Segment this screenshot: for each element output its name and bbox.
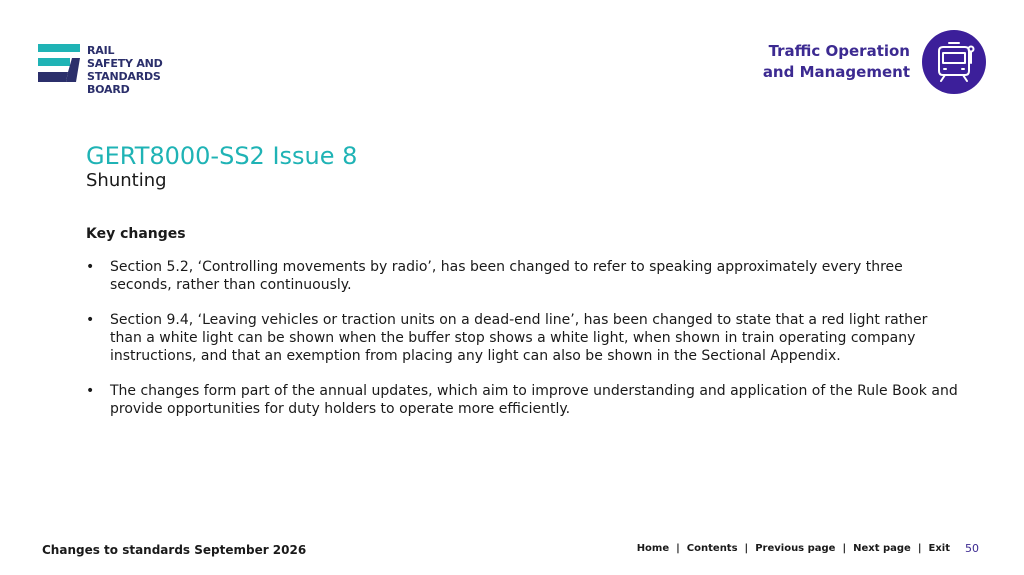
logo-line: SAFETY AND — [87, 57, 163, 70]
rssb-logo-text — [87, 44, 163, 96]
list-item — [86, 311, 958, 365]
train-front-icon — [922, 30, 986, 94]
topic-line-2: and Management — [762, 63, 910, 81]
footer-doc-title: Changes to standards September 2026 — [42, 543, 307, 557]
nav-home-link[interactable]: Home — [636, 543, 670, 554]
bullet-icon: • — [86, 312, 95, 328]
nav-separator: | — [676, 543, 680, 554]
page-number: 50 — [965, 542, 979, 555]
list-item — [86, 382, 958, 418]
rssb-logo — [38, 44, 163, 96]
nav-next-page-link[interactable]: Next page — [853, 543, 911, 554]
list-item-text: The changes form part of the annual updates, which aim to improve understanding and application of the Rule Book and provide opportunities for duty holders to operate more efficiently. — [110, 383, 958, 417]
nav-separator: | — [744, 543, 749, 554]
nav-separator: | — [842, 543, 847, 554]
page-subtitle: Shunting — [86, 170, 167, 191]
key-changes-section — [86, 226, 958, 435]
logo-line: RAIL — [87, 44, 115, 57]
topic-badge-text — [763, 41, 910, 83]
list-item — [86, 258, 958, 294]
key-changes-list — [86, 258, 958, 418]
rssb-logo-mark-icon — [38, 44, 80, 84]
list-item-text: Section 9.4, ‘Leaving vehicles or traction units on a dead-end line’, has been changed to state that a red light rather than a white light can be shown when the buffer stop shows a white light, when shown in train operating company instructions, and that an exemption from placing any light can also be shown in the Sectional Appendix. — [110, 312, 928, 364]
footer-navigation — [637, 543, 950, 554]
page-title: GERT8000-SS2 Issue 8 — [86, 142, 358, 170]
list-item-text: Section 5.2, ‘Controlling movements by radio’, has been changed to refer to speaking approximately every three seconds, rather than continuously. — [110, 259, 903, 293]
nav-exit-link[interactable]: Exit — [928, 543, 950, 554]
topic-line-1: Traffic Operation — [768, 42, 910, 60]
bullet-icon: • — [86, 383, 95, 399]
logo-line: STANDARDS — [87, 70, 161, 83]
section-heading: Key changes — [86, 226, 186, 242]
bullet-icon: • — [86, 259, 95, 275]
nav-separator: | — [917, 543, 922, 554]
topic-badge — [763, 30, 986, 94]
nav-previous-page-link[interactable]: Previous page — [755, 543, 836, 554]
nav-contents-link[interactable]: Contents — [686, 543, 738, 554]
logo-line: BOARD — [87, 83, 130, 96]
